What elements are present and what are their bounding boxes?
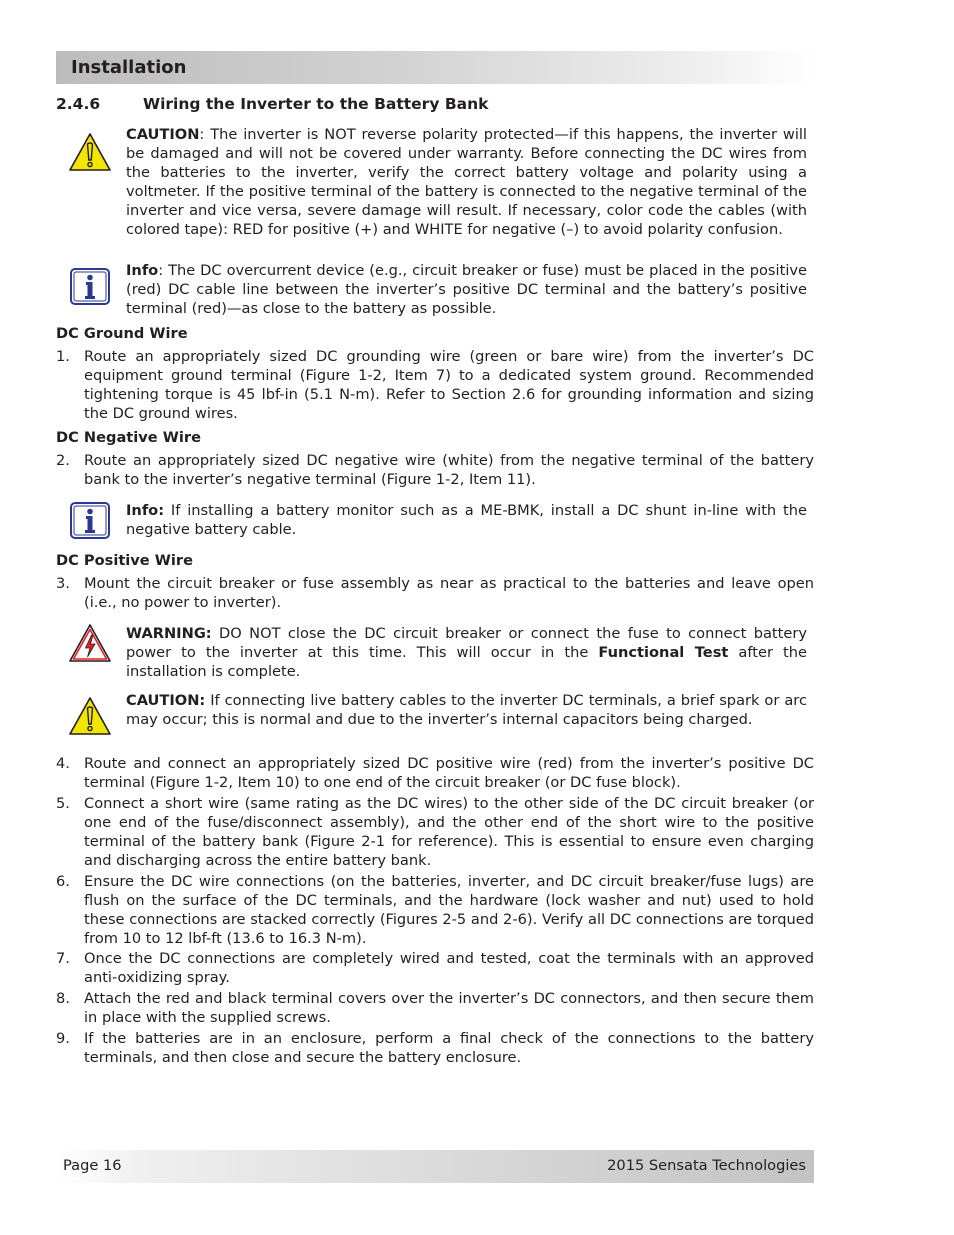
list-item [56, 755, 814, 793]
list-number: 1. [56, 348, 70, 365]
caution-label: CAUTION [126, 126, 200, 143]
warning-text-end: after the installation is complete. [126, 643, 807, 680]
list-number: 8. [56, 990, 70, 1007]
section-number: 2.4.6 [56, 95, 101, 113]
page-section-title: Installation [71, 57, 187, 78]
warning-shock-icon [68, 622, 112, 664]
info-notice [126, 262, 807, 319]
list-item [56, 575, 814, 613]
list-item [56, 348, 814, 424]
list-text: Mount the circuit breaker or fuse assembly as near as practical to the batteries and leave open (i.e., no power to inverter). [84, 575, 814, 611]
list-item [56, 990, 814, 1028]
list-text: Route and connect an appropriately sized DC positive wire (red) from the inverter’s positive DC terminal (Figure 1-2, Item 10) to one end of the circuit breaker (or DC fuse block). [84, 755, 814, 791]
list-text: Route an appropriately sized DC grounding wire (green or bare wire) from the inverter’s DC equipment ground terminal (Figure 1-2, Item 7) to a dedicated system ground. Recommended tightening torque is 45 lbf-in (5.1 N-m). Refer to Section 2.6 for grounding information and sizing the DC ground wires. [84, 348, 814, 422]
list-number: 5. [56, 795, 70, 812]
list-item [56, 1030, 814, 1068]
caution-notice [126, 692, 807, 730]
caution-icon [68, 695, 112, 737]
functional-test-emphasis: Functional Test [598, 643, 729, 661]
list-number: 9. [56, 1030, 70, 1047]
list-text: Ensure the DC wire connections (on the batteries, inverter, and DC circuit breaker/fuse lugs) are flush on the surface of the DC terminals, and the hardware (lock washer and nut) used to hold these connections are stacked correctly (Figures 2-5 and 2-6). Verify all DC connections are torqued from 10 to 12 lbf-ft (13.6 to 16.3 N-m). [84, 873, 814, 947]
list-number: 4. [56, 755, 70, 772]
list-item [56, 873, 814, 949]
list-text: Once the DC connections are completely wired and tested, coat the terminals with an approved anti-oxidizing spray. [84, 950, 814, 986]
warning-label: WARNING: [126, 625, 212, 642]
list-text: If the batteries are in an enclosure, perform a final check of the connections to the battery terminals, and then close and secure the battery enclosure. [84, 1030, 814, 1066]
section-title: Wiring the Inverter to the Battery Bank [143, 95, 489, 113]
info-icon [68, 500, 112, 542]
caution-icon [68, 131, 112, 173]
list-text: Connect a short wire (same rating as the DC wires) to the other side of the DC circuit breaker (or one end of the fuse/disconnect assembly), and the other end of the short wire to the positive terminal of the battery bank (Figure 2-1 for reference). This is essential to ensure even charging and discharging across the entire battery bank. [84, 795, 814, 869]
subheading-ground: DC Ground Wire [56, 325, 188, 342]
list-item [56, 950, 814, 988]
info-notice [126, 502, 807, 540]
subheading-negative: DC Negative Wire [56, 429, 201, 446]
warning-text: DO NOT close the DC circuit breaker or connect the fuse to connect battery power to the inverter at this time. This will occur in the [126, 625, 807, 661]
info-text: : The DC overcurrent device (e.g., circuit breaker or fuse) must be placed in the positive (red) DC cable line between the inverter’s positive DC terminal and the battery’s positive terminal (red)—as close to the battery as possible. [126, 262, 807, 317]
copyright: 2015 Sensata Technologies [607, 1157, 806, 1174]
caution-text: If connecting live battery cables to the inverter DC terminals, a brief spark or arc may occur; this is normal and due to the inverter’s internal capacitors being charged. [126, 692, 807, 728]
footer-bar [56, 1150, 814, 1183]
list-item [56, 452, 814, 490]
list-text: Attach the red and black terminal covers over the inverter’s DC connectors, and then secure them in place with the supplied screws. [84, 990, 814, 1026]
info-icon [68, 266, 112, 308]
list-number: 6. [56, 873, 70, 890]
header-bar [56, 51, 814, 84]
caution-notice [126, 126, 807, 239]
page-number: Page 16 [63, 1157, 122, 1174]
info-text: If installing a battery monitor such as a ME-BMK, install a DC shunt in-line with the negative battery cable. [126, 502, 807, 538]
section-heading [56, 95, 488, 113]
list-text: Route an appropriately sized DC negative wire (white) from the negative terminal of the battery bank to the inverter’s negative terminal (Figure 1-2, Item 11). [84, 452, 814, 488]
list-number: 3. [56, 575, 70, 592]
info-label: Info: [126, 502, 165, 519]
list-number: 7. [56, 950, 70, 967]
warning-notice [126, 625, 807, 682]
list-item [56, 795, 814, 871]
caution-text: : The inverter is NOT reverse polarity protected—if this happens, the inverter will be damaged and will not be covered under warranty. Before connecting the DC wires from the batteries to the inverter, verify the correct battery voltage and polarity using a voltmeter. If the positive terminal of the battery is connected to the negative terminal of the inverter and vice versa, severe damage will result. If necessary, color code the cables (with colored tape): RED for positive (+) and WHITE for negative (–) to avoid polarity confusion. [126, 126, 807, 238]
subheading-positive: DC Positive Wire [56, 552, 193, 569]
caution-label: CAUTION: [126, 692, 206, 709]
info-label: Info [126, 262, 159, 279]
list-number: 2. [56, 452, 70, 469]
